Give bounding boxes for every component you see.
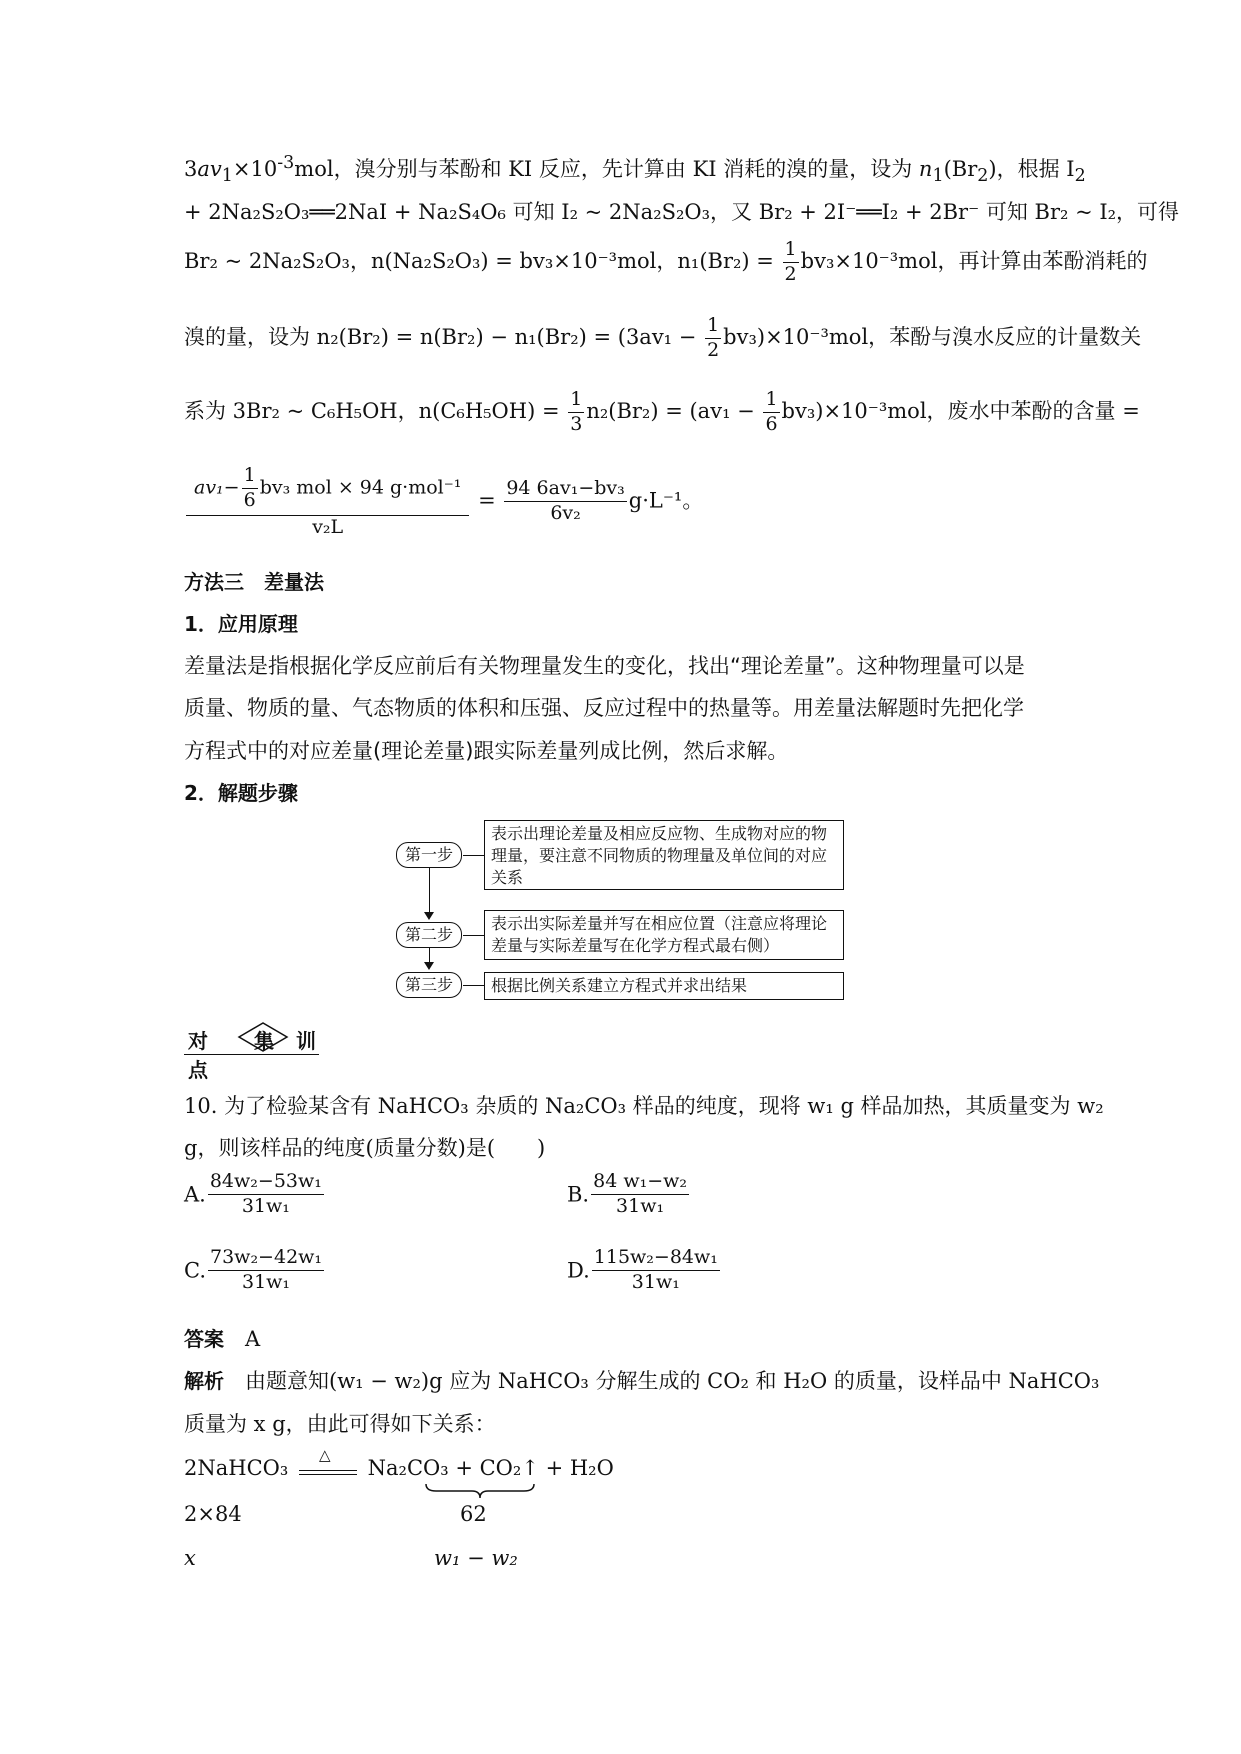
section-2-title: 2．解题步骤 [184,781,298,805]
step-1-label: 第一步 [396,842,462,868]
step-1-box: 表示出理论差量及相应反应物、生成物对应的物理量，要注意不同物质的物理量及单位间的对应关系 [484,820,844,890]
principle-para-1: 差量法是指根据化学反应前后有关物理量发生的变化，找出“理论差量”。这种物理量可以是 [184,654,1025,678]
steps-diagram [396,820,856,1000]
option-b[interactable]: B. $\frac{\text{84 w₁−w₂}}{\text{31w₁}}$ [567,1170,688,1217]
fraction: $\frac{1}{2}$ [707,314,720,361]
solution-line-2: + 2Na₂S₂O₃══2NaI + Na₂S₄O₆ 可知 I₂ ~ 2Na₂S₂O₃，又 Br₂ + 2I⁻══I₂ + 2Br⁻ 可知 Br₂ ~ I₂，可得 [184,200,1180,224]
question-line-2: g，则该样品的纯度(质量分数)是( ) [184,1136,546,1160]
step-3-label: 第三步 [396,972,462,998]
analysis-line-1: 解析 由题意知(w₁ − w₂)g 应为 NaHCO₃ 分解生成的 CO₂ 和 H₂O 的质量，设样品中 NaHCO₃ [184,1369,1100,1393]
method-title: 方法三 差量法 [184,570,324,594]
answer: 答案 A [184,1327,261,1351]
fraction: $\frac{1}{3}$ [570,388,583,435]
result-fraction: $\frac{\text{94 6av₁−bv₃}}{\text{6v₂}}$ [506,477,625,525]
step-2-box: 表示出实际差量并写在相应位置（注意应将理论差量与实际差量写在化学方程式最右侧） [484,910,844,960]
option-c[interactable]: C. $\frac{\text{73w₂−42w₁}}{\text{31w₁}}$ [184,1246,323,1293]
principle-para-3: 方程式中的对应差量(理论差量)跟实际差量列成比例，然后求解。 [184,739,789,763]
content-fraction: av₁− $\frac{1}{6}$ bv₃ mol × 94 g·mol⁻¹ v₂L [186,466,469,538]
brace-icon [424,1482,536,1500]
solution-line-6: av₁− $\frac{1}{6}$ bv₃ mol × 94 g·mol⁻¹ v₂L = $\frac{\text{94 6av₁−bv₃}}{\text{6v₂}}$ g·L⁻¹。 [184,466,703,538]
solution-line-4: 溴的量，设为 n₂(Br₂) = n(Br₂) − n₁(Br₂) = (3av₁ − $\frac{1}{2}$ bv₃)×10⁻³mol，苯酚与溴水反应的计量数关 [184,314,1142,361]
ratio-row-2-left: x [184,1546,196,1570]
fraction: $\frac{1}{6}$ [765,388,778,435]
solution-line-1: $3av_1\times 10^{-3}mol$，溴分别与苯酚和 KI 反应，先计算由 KI 消耗的溴的量，设为 $n_1(Br_2)$，根据 $I_2$ [184,153,1086,187]
option-d[interactable]: D. $\frac{\text{115w₂−84w₁}}{\text{31w₁}}$ [567,1246,718,1293]
analysis-line-2: 质量为 x g，由此可得如下关系： [184,1412,496,1436]
option-a[interactable]: A. $\frac{\text{84w₂−53w₁}}{\text{31w₁}}$ [184,1170,322,1217]
ratio-row-2-right: w₁ − w₂ [434,1546,518,1570]
question-line-1: 10. 为了检验某含有 NaHCO₃ 杂质的 Na₂CO₃ 样品的纯度，现将 w₁ g 样品加热，其质量变为 w₂ [184,1094,1104,1118]
step-2-label: 第二步 [396,922,462,948]
fraction: $\frac{1}{6}$ [243,464,256,511]
reaction-equation: 2NaHCO₃ △ Na₂CO₃ + CO₂↑ + H₂O [184,1446,614,1480]
section-1-title: 1．应用原理 [184,612,298,636]
step-3-box: 根据比例关系建立方程式并求出结果 [484,972,844,1000]
arrow-down-icon [424,912,434,920]
fraction: $\frac{1}{2}$ [784,238,797,285]
solution-line-3: Br₂ ~ 2Na₂S₂O₃，n(Na₂S₂O₃) = bv₃×10⁻³mol，n₁(Br₂) = $\frac{1}{2}$ bv₃×10⁻³mol，再计算由苯酚消耗的 [184,238,1148,285]
ratio-row-1-left: 2×84 [184,1502,242,1526]
principle-para-2: 质量、物质的量、气态物质的体积和压强、反应过程中的热量等。用差量法解题时先把化学 [184,696,1024,720]
ratio-row-1-right: 62 [460,1502,487,1526]
solution-line-5: 系为 3Br₂ ~ C₆H₅OH，n(C₆H₅OH) = $\frac{1}{3}$ n₂(Br₂) = (av₁ − $\frac{1}{6}$ bv₃)×10⁻³mol，废水中苯酚的含量 = [184,388,1140,435]
arrow-down-icon [424,962,434,970]
